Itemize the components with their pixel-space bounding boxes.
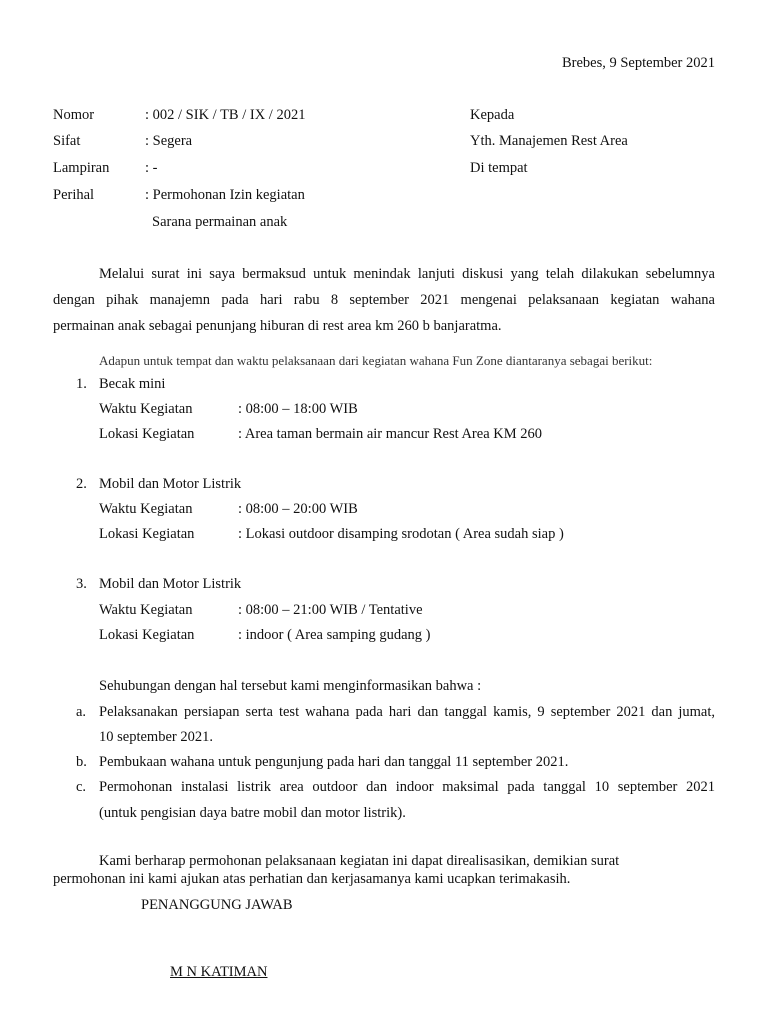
activity-time: : 08:00 – 18:00 WIB xyxy=(238,401,358,417)
point-line: Pembukaan wahana untuk pengunjung pada hari dan tanggal 11 september 2021. xyxy=(99,754,569,770)
meta-label-nomor: Nomor xyxy=(53,107,95,123)
activity-name: Mobil dan Motor Listrik xyxy=(99,576,242,592)
point-line: Permohonan instalasi listrik area outdoor dan indoor maksimal pada tanggal 10 september 2021 xyxy=(99,779,715,795)
point-mark: b. xyxy=(76,754,87,770)
meta-value-perihal: : Permohonan Izin kegiatan xyxy=(145,187,305,203)
recipient-line: Kepada xyxy=(470,107,515,123)
activity-time-label: Waktu Kegiatan xyxy=(99,401,193,417)
meta-value-nomor: : 002 / SIK / TB / IX / 2021 xyxy=(145,107,306,123)
point-line: Pelaksanakan persiapan serta test wahana pada hari dan tanggal kamis, 9 september 2021 dan jumat, xyxy=(99,704,715,720)
activity-location: : Lokasi outdoor disamping srodotan ( Area sudah siap ) xyxy=(238,526,564,542)
meta-label-sifat: Sifat xyxy=(53,133,81,149)
intro-line: permainan anak sebagai penunjang hiburan di rest area km 260 b banjaratma. xyxy=(53,318,502,334)
point-line: 10 september 2021. xyxy=(99,729,213,745)
point-line: (untuk pengisian daya batre mobil dan motor listrik). xyxy=(99,805,406,821)
intro-line: Melalui surat ini saya bermaksud untuk menindak lanjuti diskusi yang telah dilakukan sebelumnya xyxy=(99,266,715,282)
activity-location: : Area taman bermain air mancur Rest Area KM 260 xyxy=(238,426,542,442)
activities-intro: Adapun untuk tempat dan waktu pelaksanaan dari kegiatan wahana Fun Zone diantaranya sebagai berikut: xyxy=(99,353,653,368)
activity-location-label: Lokasi Kegiatan xyxy=(99,627,195,643)
activity-name: Becak mini xyxy=(99,376,166,392)
closing-line: Kami berharap permohonan pelaksanaan kegiatan ini dapat direalisasikan, demikian surat xyxy=(99,853,620,869)
activity-location: : indoor ( Area samping gudang ) xyxy=(238,627,431,643)
activity-time-label: Waktu Kegiatan xyxy=(99,501,193,517)
activity-time: : 08:00 – 21:00 WIB / Tentative xyxy=(238,602,423,618)
meta-value-lampiran: : - xyxy=(145,160,158,176)
letter-date: Brebes, 9 September 2021 xyxy=(561,55,715,71)
meta-value-sifat: : Segera xyxy=(145,133,193,149)
activity-number: 1. xyxy=(76,376,87,392)
point-mark: a. xyxy=(76,704,87,720)
closing-line: permohonan ini kami ajukan atas perhatian dan kerjasamanya kami ucapkan terimakasih. xyxy=(53,871,571,887)
meta-label-perihal: Perihal xyxy=(53,187,95,203)
meta-perihal-continuation: Sarana permainan anak xyxy=(152,214,288,230)
activity-location-label: Lokasi Kegiatan xyxy=(99,526,195,542)
recipient-line: Yth. Manajemen Rest Area xyxy=(470,133,628,149)
signature-title: PENANGGUNG JAWAB xyxy=(141,897,293,913)
recipient-line: Di tempat xyxy=(470,160,528,176)
activity-number: 2. xyxy=(76,476,87,492)
activity-number: 3. xyxy=(76,576,87,592)
info-intro: Sehubungan dengan hal tersebut kami menginformasikan bahwa : xyxy=(99,678,482,694)
meta-label-lampiran: Lampiran xyxy=(53,160,110,176)
point-mark: c. xyxy=(76,779,87,795)
intro-line: dengan pihak manajemn pada hari rabu 8 september 2021 mengenai pelaksanaan kegiatan wahana xyxy=(53,292,715,308)
activity-time-label: Waktu Kegiatan xyxy=(99,602,193,618)
activity-name: Mobil dan Motor Listrik xyxy=(99,476,242,492)
activity-location-label: Lokasi Kegiatan xyxy=(99,426,195,442)
activity-time: : 08:00 – 20:00 WIB xyxy=(238,501,358,517)
signature-name: M N KATIMAN xyxy=(170,964,268,980)
